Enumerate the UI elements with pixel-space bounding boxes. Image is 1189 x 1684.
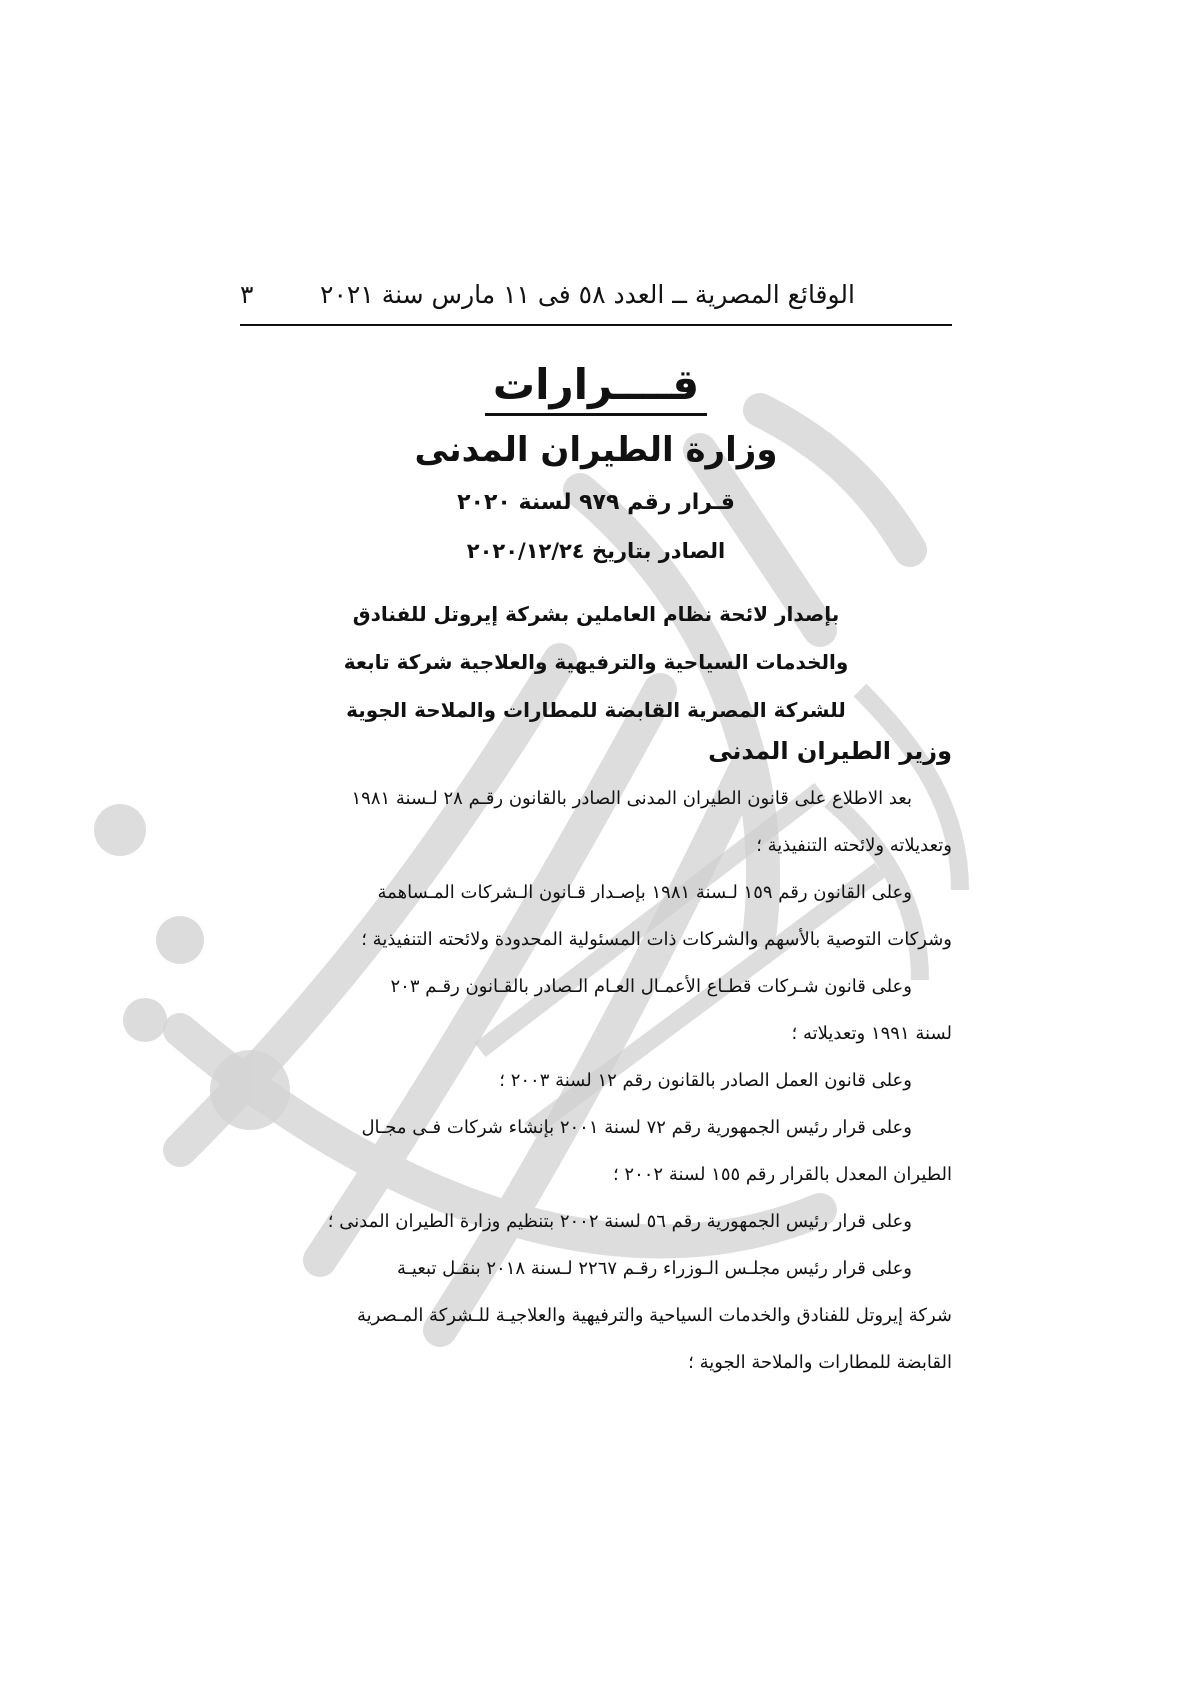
minister-heading: وزير الطيران المدنى [708, 737, 952, 765]
paragraph-line: لسنة ١٩٩١ وتعديلاته ؛ [791, 1023, 952, 1044]
preamble-paragraph [240, 869, 952, 963]
paragraph-line: بعد الاطلاع على قانون الطيران المدنى الصادر بالقانون رقـم ٢٨ لـسنة ١٩٨١ [351, 788, 912, 809]
header-title: الوقائع المصرية ــ العدد ٥٨ فى ١١ مارس سنة ٢٠٢١ [320, 280, 855, 309]
paragraph-line: وعلى القانون رقم ١٥٩ لـسنة ١٩٨١ بإصـدار قـانون الـشركات المـساهمة [377, 882, 912, 903]
decree-subject-line: للشركة المصرية القابضة للمطارات والملاحة الجوية [346, 698, 846, 722]
decree-subject [240, 590, 952, 734]
decree-date: الصادر بتاريخ ٢٠٢٠/١٢/٢٤ [466, 539, 726, 563]
paragraph-line: وتعديلاته ولائحته التنفيذية ؛ [756, 835, 952, 856]
paragraph-line: وعلى قانون شـركات قطـاع الأعمـال العـام الـصادر بالقـانون رقـم ٢٠٣ [390, 976, 912, 997]
section-title [240, 360, 952, 416]
decree-subject-line: والخدمات السياحية والترفيهية والعلاجية شركة تابعة [343, 650, 849, 674]
preamble-paragraph [240, 1104, 952, 1198]
preamble-paragraph [240, 775, 952, 869]
paragraph-line: وعلى قرار رئيس مجلـس الـوزراء رقـم ٢٢٦٧ لـسنة ٢٠١٨ بنقـل تبعيـة [396, 1258, 912, 1279]
preamble-paragraph [240, 1245, 952, 1386]
paragraph-line: وعلى قانون العمل الصادر بالقانون رقم ١٢ لسنة ٢٠٠٣ ؛ [499, 1070, 912, 1091]
page-number: ٣ [240, 280, 254, 309]
paragraph-line: وعلى قرار رئيس الجمهورية رقم ٥٦ لسنة ٢٠٠٢ بتنظيم وزارة الطيران المدنى ؛ [327, 1211, 912, 1232]
preamble-paragraph [240, 1198, 952, 1245]
decree-number: قـرار رقم ٩٧٩ لسنة ٢٠٢٠ [457, 490, 735, 515]
preamble-paragraph [240, 1057, 952, 1104]
paragraph-line: وعلى قرار رئيس الجمهورية رقم ٧٢ لسنة ٢٠٠١ بإنشاء شركات فـى مجـال [361, 1117, 912, 1138]
section-title-text: قــــرارات [485, 360, 707, 416]
paragraph-line: الطيران المعدل بالقرار رقم ١٥٥ لسنة ٢٠٠٢ ؛ [612, 1164, 952, 1185]
decree-subject-line: بإصدار لائحة نظام العاملين بشركة إيروتل للفنادق [352, 602, 840, 626]
paragraph-line: شركة إيروتل للفنادق والخدمات السياحية والترفيهية والعلاجيـة للـشركة المـصرية [356, 1305, 952, 1326]
ministry-name: وزارة الطيران المدنى [414, 430, 778, 470]
header-divider [240, 324, 952, 326]
gazette-header [240, 270, 952, 326]
preamble-paragraph [240, 963, 952, 1057]
preamble-body [240, 775, 952, 1386]
paragraph-line: وشركات التوصية بالأسهم والشركات ذات المسئولية المحدودة ولائحته التنفيذية ؛ [361, 929, 952, 950]
paragraph-line: القابضة للمطارات والملاحة الجوية ؛ [688, 1352, 952, 1373]
